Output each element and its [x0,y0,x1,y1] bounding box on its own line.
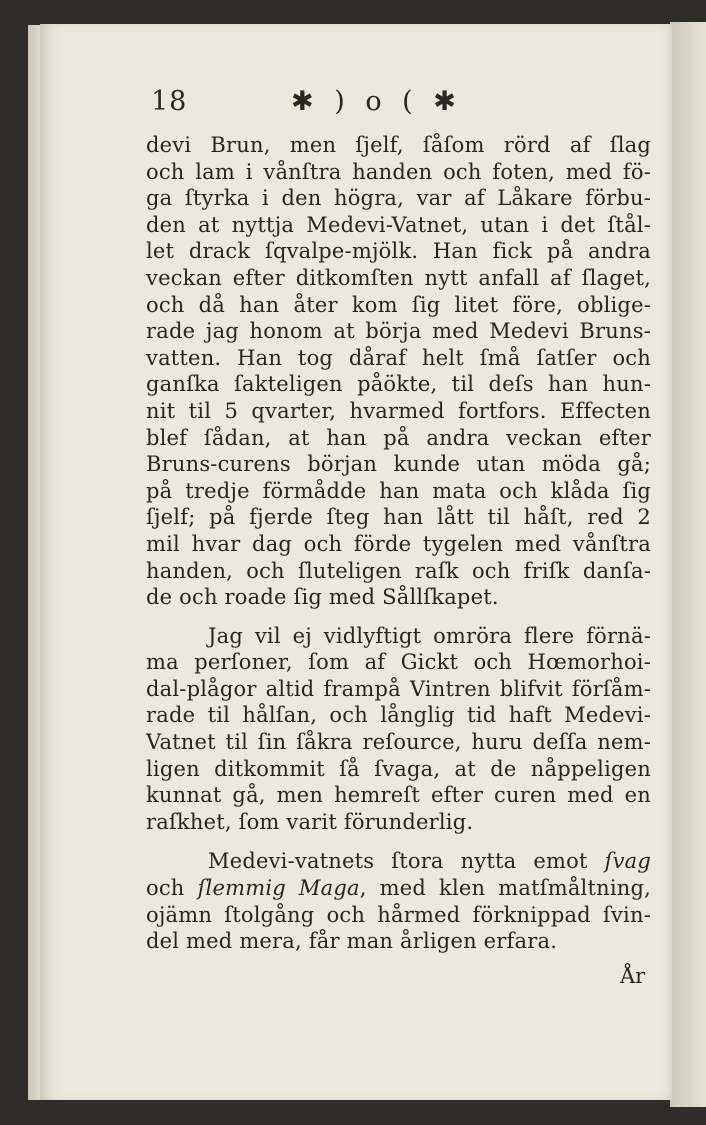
text-line: ojämn ſtolgång och hårmed förknippad ſvin- [146,902,651,927]
text-line: ma perſoner, ſom af Gickt och Hœmorhoi- [146,650,651,675]
text-line: ganſka ſakteligen påökte, til deſs han hun- [146,372,651,397]
text-line: ga ſtyrka i den högra, var af Låkare förbu- [146,186,651,211]
text-run: och [146,876,185,901]
text-run: , med klen matſmåltning, [359,876,651,901]
text-line: Bruns-curens början kunde utan möda gå; [146,452,651,477]
text-line: devi Brun, men ſjelf, ſåſom rörd af ſlag [146,133,651,157]
text-line: kunnat gå, men hemreſt efter curen med en [146,783,651,808]
text-run: Medevi-vatnets ſtora nytta emot [208,849,588,874]
italic-run: ſlemmig Maga [197,876,360,901]
text-line: mil hvar dag och förde tygelen med vånſtra [146,531,651,556]
text-line: ſjelf; på fjerde ſteg han lått til håſt, red 2 [146,505,651,530]
body-text [146,132,651,955]
text-line: rade til hålſan, och långlig tid haft Medevi- [146,703,651,728]
text-line: och då han åter kom ſig litet före, oblige- [146,292,651,317]
text-line: den at nyttja Medevi-Vatnet, utan i det ſtål- [146,212,651,237]
text-line: raſkhet, ſom varit förunderlig. [146,809,474,834]
paragraph-2 [146,623,651,836]
text-line: Jag vil ej vidlyftigt omröra flere förnä- [208,623,651,648]
paragraph-3 [146,848,651,954]
facing-page-edge [670,22,706,1107]
text-line [146,848,651,875]
page-header [151,86,491,126]
text-line: dal-plågor altid frampå Vintren blifvit förſåm- [146,676,651,701]
text-line [146,875,651,902]
text-line: Vatnet til ſin ſåkra reſource, huru deſſa nem- [146,730,651,755]
text-line: på tredje förmådde han mata och klåda ſig [146,478,651,503]
text-line: veckan efter ditkomſten nytt anfall af ſlaget, [146,265,651,290]
paragraph-1 [146,132,651,611]
running-head-ornament: ✱ ) o ( ✱ [291,86,462,117]
text-line: ligen ditkommit ſå ſvaga, at de nåppeligen [146,756,651,781]
text-line: let drack ſqvalpe-mjölk. Han fick på andra [146,239,651,264]
text-line: del med mera, får man årligen erfara. [146,929,558,954]
text-line: rade jag honom at börja med Medevi Bruns- [146,319,651,344]
page-number: 18 [151,86,188,117]
text-line: nit til 5 qvarter, hvarmed fortfors. Effecten [146,398,651,423]
text-line: de och roade ſig med Sållſkapet. [146,585,499,610]
italic-run: ſvag [604,849,651,874]
text-line: vatten. Han tog dåraf helt ſmå ſatſer och [146,345,651,370]
text-line: blef ſådan, at han på andra veckan efter [146,425,651,450]
text-line: och lam i vånſtra handen och foten, med fö- [146,159,651,184]
text-line: handen, och ſluteligen raſk och friſk danſa- [146,558,651,583]
catchword: År [620,964,646,988]
